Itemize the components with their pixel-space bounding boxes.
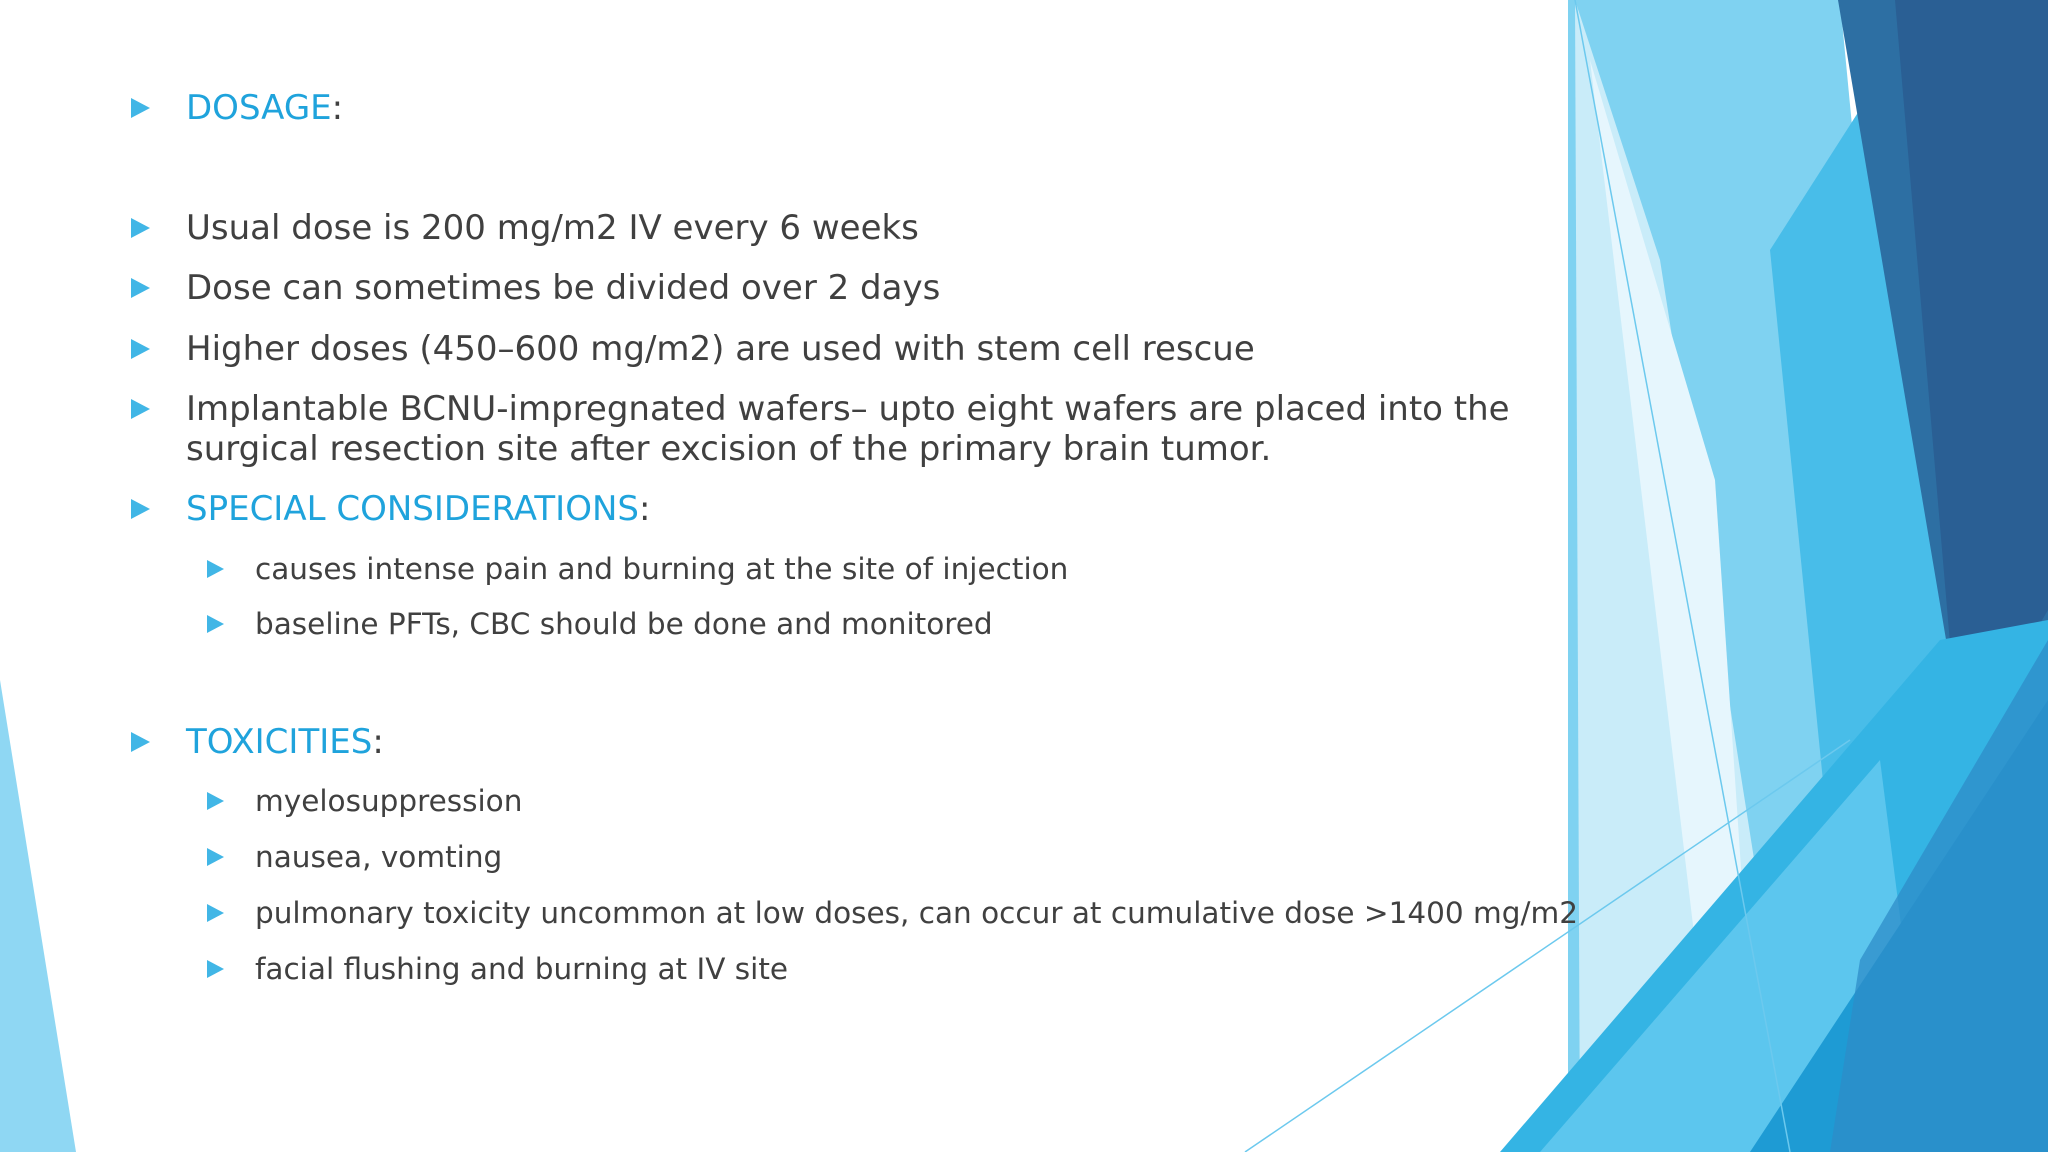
dosage-point-1: Usual dose is 200 mg/m2 IV every 6 weeks: [131, 208, 1531, 248]
bullet-icon: [207, 560, 224, 578]
dosage-point-3: Higher doses (450–600 mg/m2) are used with stem cell rescue: [131, 329, 1531, 369]
special-point-2: baseline PFTs, CBC should be done and monitored: [207, 605, 1607, 643]
toxicity-point-2: nausea, vomting: [207, 838, 1607, 876]
bullet-icon: [131, 98, 150, 118]
toxicities-heading: TOXICITIES:: [186, 722, 384, 762]
bullet-icon: [207, 615, 224, 633]
bullet-icon: [131, 278, 150, 298]
special-heading-item: [131, 489, 1531, 529]
toxicities-heading-item: [131, 722, 1531, 762]
toxicity-point-4: facial flushing and burning at IV site: [207, 950, 1607, 988]
bullet-icon: [207, 792, 224, 810]
toxicity-point-1: myelosuppression: [207, 782, 1607, 820]
bullet-icon: [131, 339, 150, 359]
bullet-icon: [131, 218, 150, 238]
bullet-icon: [207, 904, 224, 922]
special-point-1: causes intense pain and burning at the site of injection: [207, 550, 1607, 588]
dosage-point-4: [131, 389, 1531, 469]
bullet-icon: [131, 499, 150, 519]
special-heading: SPECIAL CONSIDERATIONS:: [186, 489, 651, 529]
dosage-heading: DOSAGE:: [186, 88, 344, 128]
bullet-icon: [207, 960, 224, 978]
bullet-icon: [207, 848, 224, 866]
toxicity-point-3: pulmonary toxicity uncommon at low doses, can occur at cumulative dose >1400 mg/m2: [207, 894, 1607, 932]
bullet-icon: [131, 732, 150, 752]
dosage-point-2: Dose can sometimes be divided over 2 days: [131, 268, 1531, 308]
dosage-heading-item: [131, 88, 1531, 128]
dosage-point-4-text: Implantable BCNU-impregnated wafers– upto eight wafers are placed into the surgical resection site after excision of the primary brain tumor.: [186, 389, 1510, 469]
bullet-icon: [131, 399, 150, 419]
